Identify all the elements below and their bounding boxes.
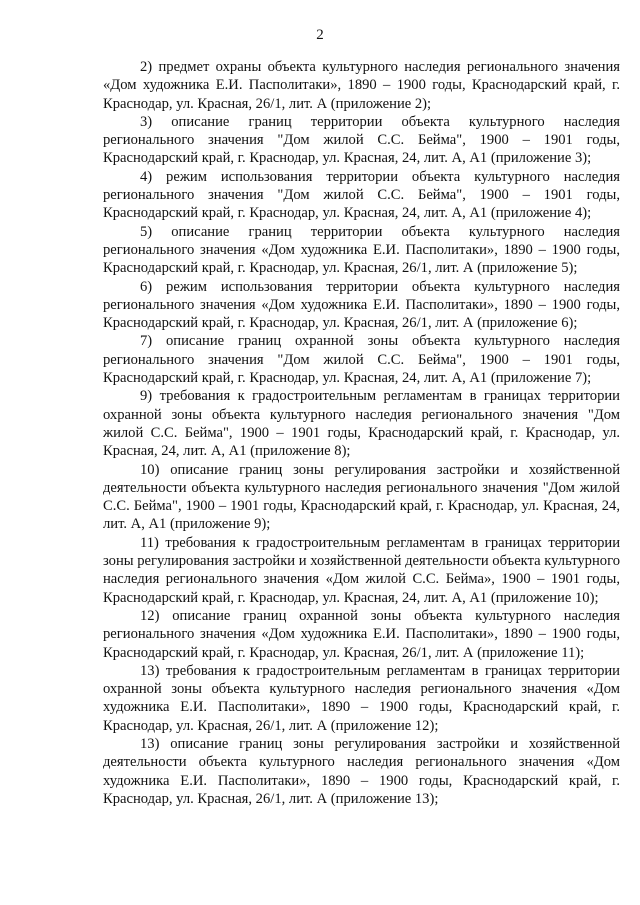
list-item: 3) описание границ территории объекта культурного наследия регионального значения "Дом жилой С.С. Бейма", 1900 – 1901 годы, Краснодарский край, г. Краснодар, ул. Красная, 24, лит. А, А1 (приложение 3); <box>103 113 620 167</box>
list-item: 10) описание границ зоны регулирования застройки и хозяйственной деятельности объекта культурного наследия регионального значения "Дом жилой С.С. Бейма", 1900 – 1901 годы, Краснодарский край, г. Краснодар, ул. Красная, 24, лит. А, А1 (приложение 9); <box>103 461 620 533</box>
list-item: 6) режим использования территории объекта культурного наследия регионального значения «Дом художника Е.И. Пасполитаки», 1890 – 1900 годы, Краснодарский край, г. Краснодар, ул. Красная, 26/1, лит. А (приложение 6); <box>103 278 620 332</box>
list-item: 9) требования к градостроительным регламентам в границах территории охранной зоны объекта культурного наследия регионального значения "Дом жилой С.С. Бейма", 1900 – 1901 годы, Краснодарский край, г. Краснодар, ул. Красная, 24, лит. А, А1 (приложение 8); <box>103 388 620 460</box>
page-number: 2 <box>316 27 324 43</box>
list-item: 2) предмет охраны объекта культурного наследия регионального значения «Дом художника Е.И. Пасполитаки», 1890 – 1900 годы, Краснодарский край, г. Краснодар, ул. Красная, 26/1, лит. А (приложение 2); <box>103 59 620 112</box>
list-item: 11) требования к градостроительным регламентам в границах территории зоны регулирования застройки и хозяйственной деятельности объекта культурного наследия регионального значения «Дом жилой С.С. Бейма», 1900 – 1901 годы, Краснодарский край, г. Краснодар, ул. Красная, 24, лит. А, А1 (приложение 10); <box>103 534 620 606</box>
list-item: 7) описание границ охранной зоны объекта культурного наследия регионального значения "Дом жилой С.С. Бейма", 1900 – 1901 годы, Краснодарский край, г. Краснодар, ул. Красная, 24, лит. А, А1 (приложение 7); <box>103 333 620 387</box>
list-item: 5) описание границ территории объекта культурного наследия регионального значения «Дом художника Е.И. Пасполитаки», 1890 – 1900 годы, Краснодарский край, г. Краснодар, ул. Красная, 26/1, лит. А (приложение 5); <box>103 223 620 277</box>
document-body <box>103 58 620 808</box>
list-item: 13) описание границ зоны регулирования застройки и хозяйственной деятельности объекта культурного наследия регионального значения «Дом художника Е.И. Пасполитаки», 1890 – 1900 годы, Краснодарский край, г. Краснодар, ул. Красная, 26/1, лит. А (приложение 13); <box>103 735 620 807</box>
list-item: 4) режим использования территории объекта культурного наследия регионального значения "Дом жилой С.С. Бейма", 1900 – 1901 годы, Краснодарский край, г. Краснодар, ул. Красная, 24, лит. А, А1 (приложение 4); <box>103 168 620 222</box>
list-item: 13) требования к градостроительным регламентам в границах территории охранной зоны объекта культурного наследия регионального значения «Дом художника Е.И. Пасполитаки», 1890 – 1900 годы, Краснодарский край, г. Краснодар, ул. Красная, 26/1, лит. А (приложение 12); <box>103 662 620 734</box>
list-item: 12) описание границ охранной зоны объекта культурного наследия регионального значения «Дом художника Е.И. Пасполитаки», 1890 – 1900 годы, Краснодарский край, г. Краснодар, ул. Красная, 26/1, лит. А (приложение 11); <box>103 607 620 661</box>
